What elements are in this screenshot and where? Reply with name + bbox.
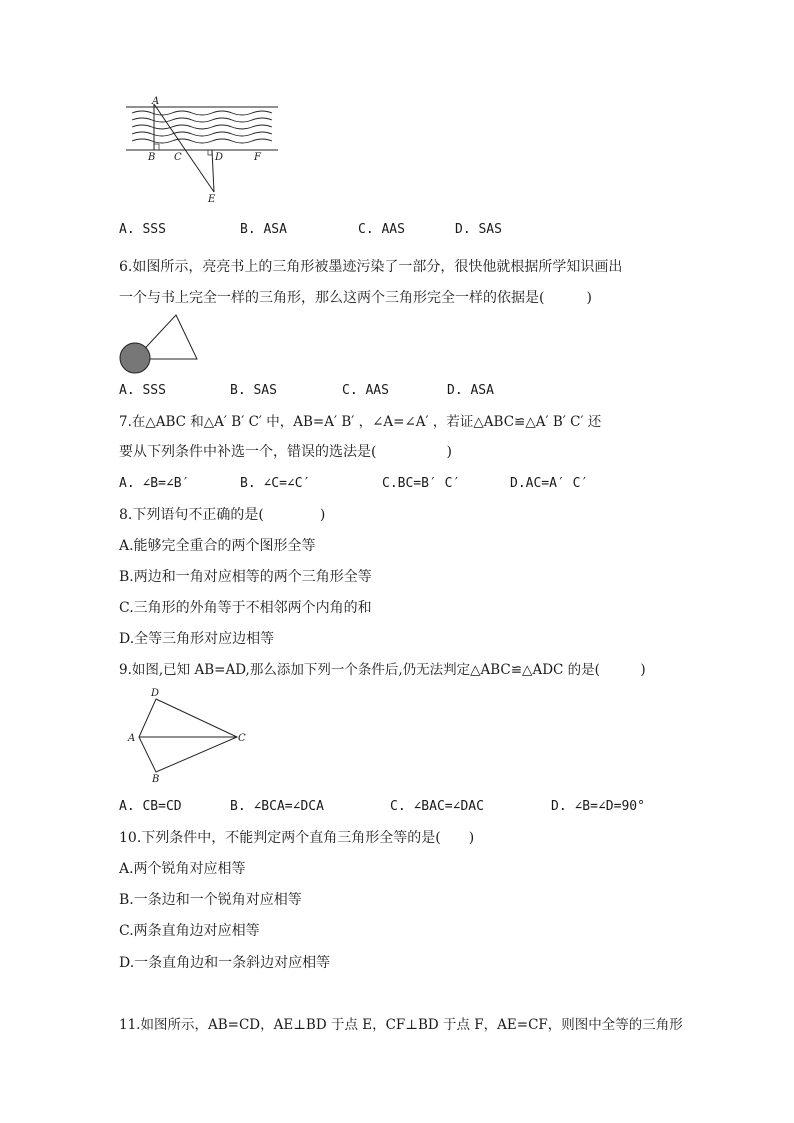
- q5-option-d[interactable]: D. SAS: [455, 222, 502, 237]
- q8-option-c[interactable]: C.三角形的外角等于不相邻两个内角的和: [119, 600, 372, 616]
- q8-option-d[interactable]: D.全等三角形对应边相等: [119, 631, 275, 647]
- q7-option-a[interactable]: A. ∠B=∠B′: [119, 476, 190, 491]
- q9-option-c[interactable]: C. ∠BAC=∠DAC: [390, 799, 484, 814]
- q6-option-b[interactable]: B. SAS: [230, 383, 277, 398]
- wave-lines: [132, 111, 272, 143]
- q7-option-d[interactable]: D.AC=A′ C′: [510, 476, 589, 491]
- point-label-e: E: [208, 194, 216, 205]
- q7-stem-line2: 要从下列条件中补选一个，错误的选法是( ): [119, 444, 452, 460]
- q6-option-c[interactable]: C. AAS: [342, 383, 389, 398]
- ink-stained-triangle-figure: [118, 312, 200, 374]
- q6-stem-line2: 一个与书上完全一样的三角形，那么这两个三角形完全一样的依据是( ): [119, 290, 592, 306]
- q10-option-b[interactable]: B.一条边和一个锐角对应相等: [119, 892, 302, 908]
- q10-option-c[interactable]: C.两条直角边对应相等: [119, 923, 260, 939]
- q9-option-a[interactable]: A. CB=CD: [119, 799, 182, 814]
- q9-option-d[interactable]: D. ∠B=∠D=90°: [551, 799, 645, 814]
- q7-option-c[interactable]: C.BC=B′ C′: [382, 476, 461, 491]
- point-label-c: C: [174, 152, 182, 163]
- q8-option-a[interactable]: A.能够完全重合的两个图形全等: [119, 538, 316, 554]
- q10-stem: 10.下列条件中，不能判定两个直角三角形全等的是( ): [119, 830, 475, 846]
- kite-figure: [124, 686, 254, 786]
- point-label-b: B: [152, 774, 160, 785]
- point-label-d: D: [151, 688, 160, 699]
- q5-option-b[interactable]: B. ASA: [240, 222, 287, 237]
- q6-stem-line1: 6.如图所示，亮亮书上的三角形被墨迹污染了一部分，很快他就根据所学知识画出: [119, 259, 623, 275]
- q7-stem-line1: 7.在△ABC 和△A′ B′ C′ 中，AB=A′ B′ ，∠A=∠A′ ，若证△ABC≌△A′ B′ C′ 还: [119, 414, 602, 430]
- q6-option-a[interactable]: A. SSS: [119, 383, 166, 398]
- point-label-a: A: [152, 96, 160, 107]
- river-figure: [118, 92, 288, 207]
- q5-option-a[interactable]: A. SSS: [119, 222, 166, 237]
- point-label-d: D: [215, 152, 224, 163]
- q11-stem-line1: 11.如图所示，AB=CD，AE⊥BD 于点 E，CF⊥BD 于点 F，AE=CF，则图中全等的三角形: [119, 1017, 683, 1033]
- point-label-c: C: [238, 733, 246, 744]
- point-label-a: A: [128, 733, 136, 744]
- point-label-b: B: [148, 152, 156, 163]
- q8-option-b[interactable]: B.两边和一角对应相等的两个三角形全等: [119, 569, 372, 585]
- q10-option-d[interactable]: D.一条直角边和一条斜边对应相等: [119, 955, 331, 971]
- q7-option-b[interactable]: B. ∠C=∠C′: [240, 476, 311, 491]
- q5-option-c[interactable]: C. AAS: [358, 222, 405, 237]
- q9-stem: 9.如图,已知 AB=AD,那么添加下列一个条件后,仍无法判定△ABC≌△ADC 的是( ): [119, 662, 646, 678]
- q9-option-b[interactable]: B. ∠BCA=∠DCA: [230, 799, 324, 814]
- q6-option-d[interactable]: D. ASA: [447, 383, 494, 398]
- q8-stem: 8.下列语句不正确的是( ): [119, 507, 326, 523]
- q10-option-a[interactable]: A.两个锐角对应相等: [119, 861, 246, 877]
- point-label-f: F: [254, 152, 261, 163]
